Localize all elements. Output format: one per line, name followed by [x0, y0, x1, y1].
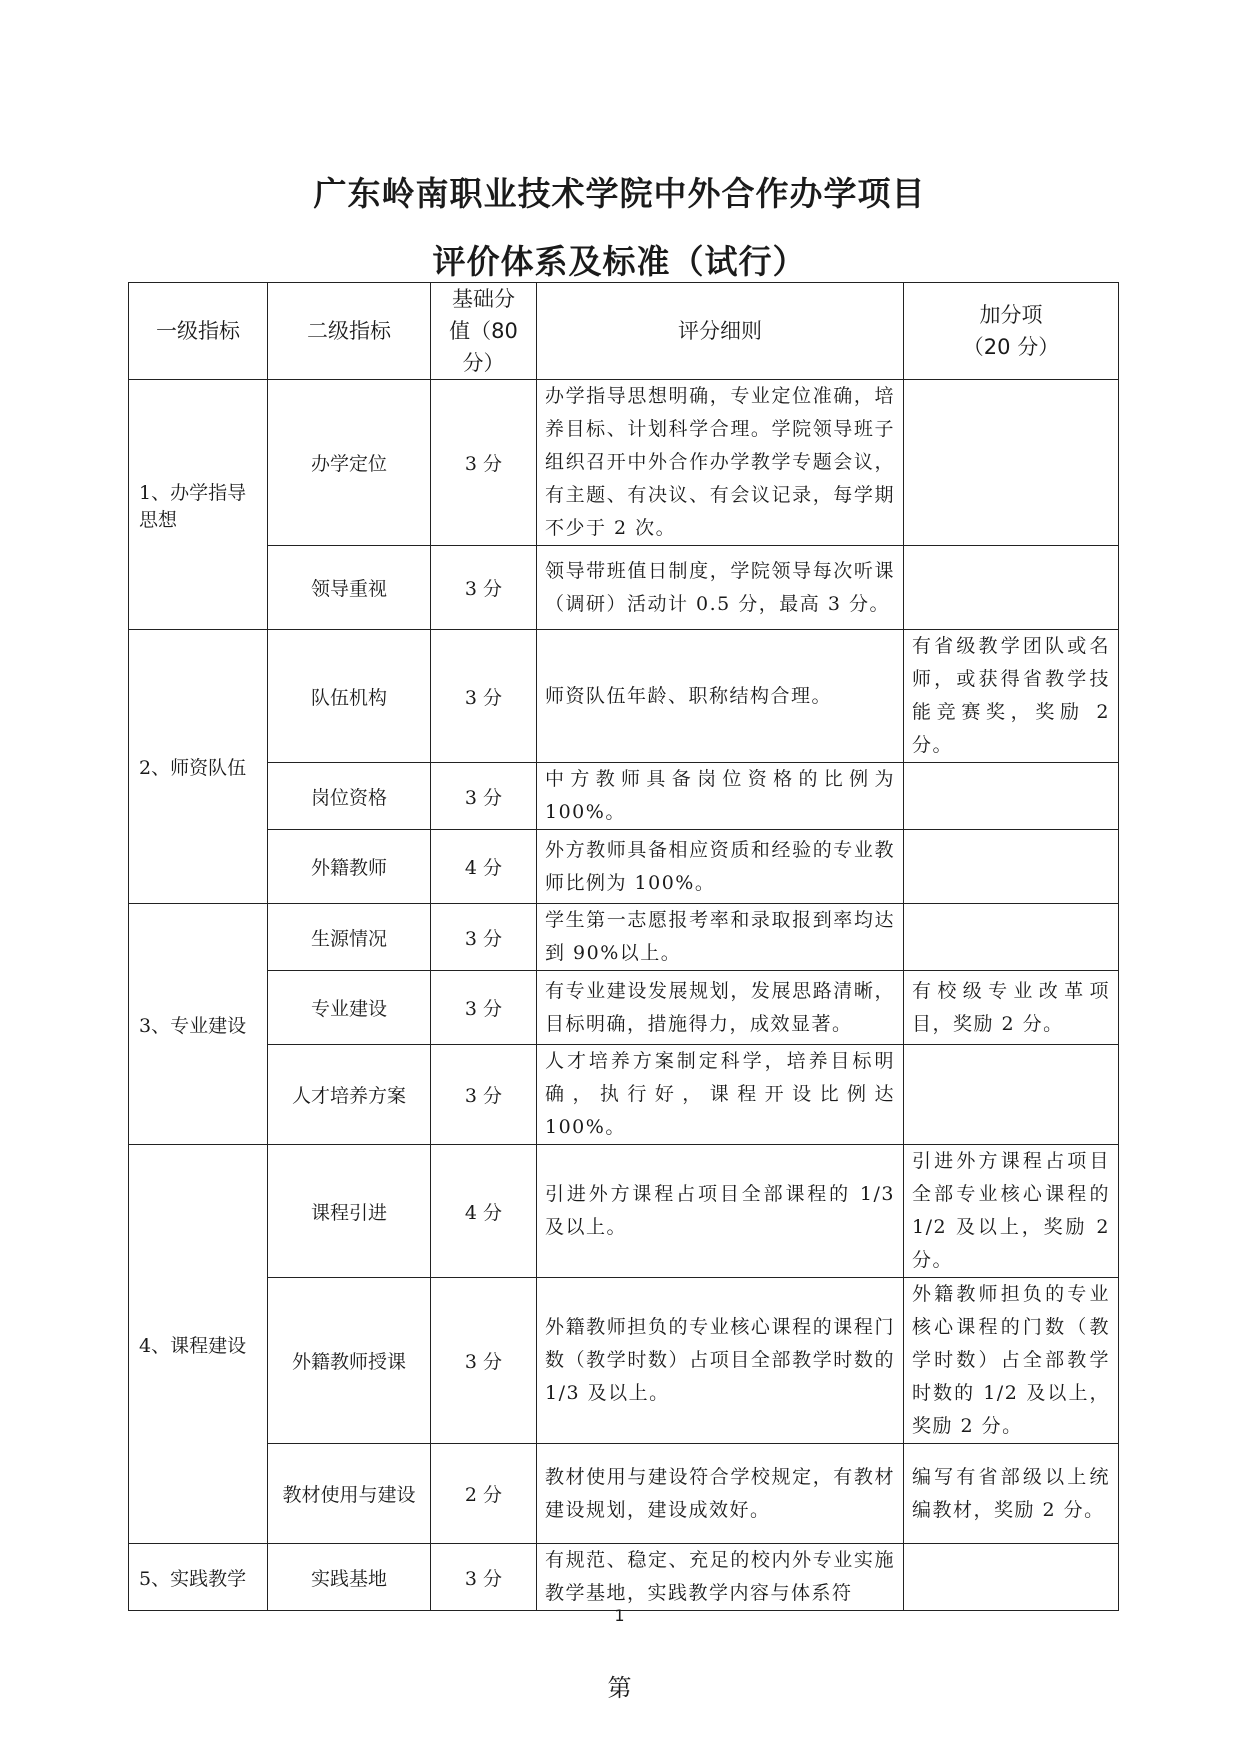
table-row	[129, 904, 1119, 971]
level2-cell: 教材使用与建设	[268, 1444, 431, 1544]
level2-cell: 专业建设	[268, 971, 431, 1045]
score-cell: 3 分	[431, 630, 537, 763]
level2-cell: 实践基地	[268, 1544, 431, 1611]
table-row	[129, 971, 1119, 1045]
header-criteria: 评分细则	[537, 283, 904, 380]
level2-cell: 人才培养方案	[268, 1045, 431, 1145]
table-row	[129, 630, 1119, 763]
level2-cell: 外籍教师授课	[268, 1278, 431, 1444]
table-row	[129, 546, 1119, 630]
table-header-row	[129, 283, 1119, 380]
bonus-cell: 编写有省部级以上统编教材，奖励 2 分。	[904, 1444, 1119, 1544]
header-level2: 二级指标	[268, 283, 431, 380]
level2-cell: 队伍机构	[268, 630, 431, 763]
bonus-cell	[904, 763, 1119, 830]
score-cell: 3 分	[431, 904, 537, 971]
level1-cell: 5、实践教学	[129, 1544, 268, 1611]
level2-cell: 外籍教师	[268, 830, 431, 904]
table-row	[129, 1544, 1119, 1611]
criteria-cell: 教材使用与建设符合学校规定，有教材建设规划，建设成效好。	[537, 1444, 904, 1544]
score-cell: 3 分	[431, 380, 537, 546]
level1-cell: 1、办学指导思想	[129, 380, 268, 630]
criteria-cell: 有专业建设发展规划，发展思路清晰，目标明确，措施得力，成效显著。	[537, 971, 904, 1045]
table-row	[129, 830, 1119, 904]
bonus-cell: 有省级教学团队或名师，或获得省教学技能竞赛奖，奖励 2 分。	[904, 630, 1119, 763]
level1-cell: 3、专业建设	[129, 904, 268, 1145]
bonus-cell	[904, 546, 1119, 630]
header-base-score-line1: 基础分	[452, 287, 515, 311]
score-cell: 3 分	[431, 971, 537, 1045]
score-cell: 4 分	[431, 830, 537, 904]
score-cell: 4 分	[431, 1145, 537, 1278]
level2-cell: 生源情况	[268, 904, 431, 971]
bonus-cell	[904, 1544, 1119, 1611]
bonus-cell	[904, 1045, 1119, 1145]
criteria-cell: 外籍教师担负的专业核心课程的课程门数（教学时数）占项目全部教学时数的 1/3 及以上。	[537, 1278, 904, 1444]
header-bonus	[904, 283, 1119, 380]
criteria-cell: 师资队伍年龄、职称结构合理。	[537, 630, 904, 763]
criteria-cell: 中方教师具备岗位资格的比例为 100%。	[537, 763, 904, 830]
criteria-cell: 办学指导思想明确，专业定位准确，培养目标、计划科学合理。学院领导班子组织召开中外合作办学教学专题会议，有主题、有决议、有会议记录，每学期不少于 2 次。	[537, 380, 904, 546]
table-row	[129, 763, 1119, 830]
score-cell: 3 分	[431, 763, 537, 830]
page-number: 1	[614, 1606, 625, 1625]
header-base-score-line3: 分）	[462, 351, 505, 375]
evaluation-table	[128, 282, 1119, 1611]
score-cell: 3 分	[431, 546, 537, 630]
criteria-cell: 外方教师具备相应资质和经验的专业教师比例为 100%。	[537, 830, 904, 904]
score-cell: 3 分	[431, 1544, 537, 1611]
header-bonus-line1: 加分项	[979, 303, 1043, 327]
level1-cell: 2、师资队伍	[129, 630, 268, 904]
score-cell: 3 分	[431, 1045, 537, 1145]
score-cell: 2 分	[431, 1444, 537, 1544]
table-row	[129, 1045, 1119, 1145]
footer-text: 第	[607, 1674, 632, 1702]
criteria-cell: 学生第一志愿报考率和录取报到率均达到 90%以上。	[537, 904, 904, 971]
criteria-cell: 领导带班值日制度，学院领导每次听课（调研）活动计 0.5 分，最高 3 分。	[537, 546, 904, 630]
level2-cell: 办学定位	[268, 380, 431, 546]
document-title: 广东岭南职业技术学院中外合作办学项目	[313, 174, 926, 213]
criteria-cell: 人才培养方案制定科学，培养目标明确，执行好，课程开设比例达 100%。	[537, 1045, 904, 1145]
bonus-cell	[904, 380, 1119, 546]
table-row	[129, 1145, 1119, 1278]
table-row	[129, 1444, 1119, 1544]
criteria-cell: 有规范、稳定、充足的校内外专业实施教学基地，实践教学内容与体系符	[537, 1544, 904, 1611]
header-bonus-line2: （20 分）	[962, 335, 1060, 359]
bonus-cell: 引进外方课程占项目全部专业核心课程的 1/2 及以上，奖励 2 分。	[904, 1145, 1119, 1278]
criteria-cell: 引进外方课程占项目全部课程的 1/3 及以上。	[537, 1145, 904, 1278]
header-base-score-line2: 值（80	[449, 319, 518, 343]
bonus-cell	[904, 830, 1119, 904]
table-row	[129, 1278, 1119, 1444]
score-cell: 3 分	[431, 1278, 537, 1444]
level1-cell: 4、课程建设	[129, 1145, 268, 1544]
table-row	[129, 380, 1119, 546]
header-level1: 一级指标	[129, 283, 268, 380]
level2-cell: 课程引进	[268, 1145, 431, 1278]
bonus-cell: 外籍教师担负的专业核心课程的门数（教学时数）占全部教学时数的 1/2 及以上，奖励 2 分。	[904, 1278, 1119, 1444]
bonus-cell: 有校级专业改革项目，奖励 2 分。	[904, 971, 1119, 1045]
level2-cell: 领导重视	[268, 546, 431, 630]
bonus-cell	[904, 904, 1119, 971]
header-base-score	[431, 283, 537, 380]
document-subtitle: 评价体系及标准（试行）	[432, 242, 807, 281]
level2-cell: 岗位资格	[268, 763, 431, 830]
